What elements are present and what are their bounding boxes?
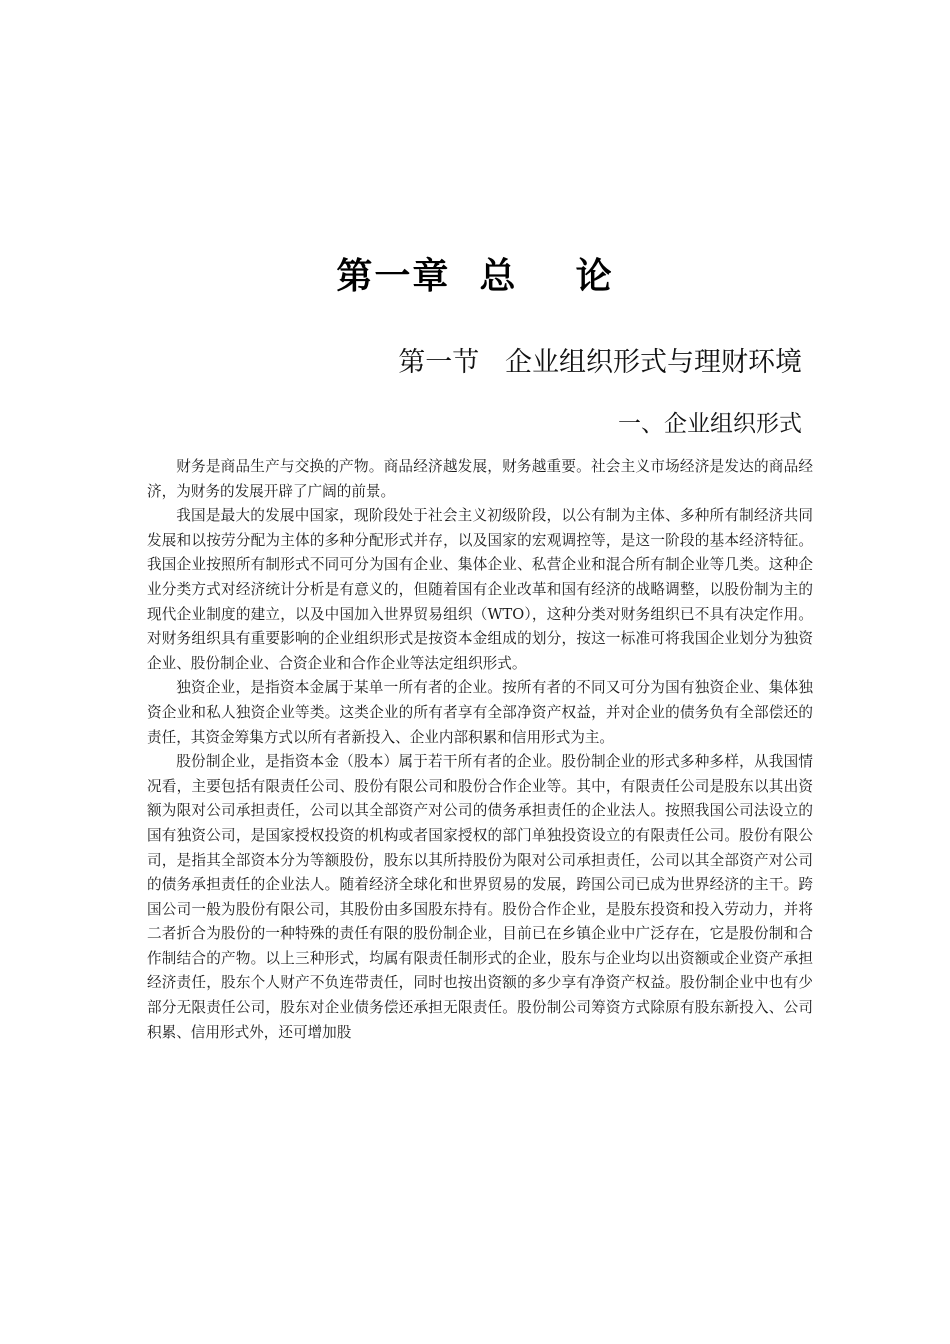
- paragraph: 财务是商品生产与交换的产物。商品经济越发展，财务越重要。社会主义市场经济是发达的商品经济，为财务的发展开辟了广阔的前景。: [147, 458, 813, 500]
- paragraph: 股份制企业，是指资本金（股本）属于若干所有者的企业。股份制企业的形式多种多样，从我国情况看，主要包括有限责任公司、股份有限公司和股份合作企业等。其中，有限责任公司是股东以其出资额为限对公司承担责任，公司以其全部资产对公司的债务承担责任的企业法人。按照我国公司法设立的国有独资公司，是国家授权投资的机构或者国家授权的部门单独投资设立的有限责任公司。股份有限公司，是指其全部资本分为等额股份，股东以其所持股份为限对公司承担责任，公司以其全部资产对公司的债务承担责任的企业法人。随着经济全球化和世界贸易的发展，跨国公司已成为世界经济的主干。跨国公司一般为股份有限公司，其股份由多国股东持有。股份合作企业，是股东投资和投入劳动力，并将二者折合为股份的一种特殊的责任有限的股份制企业，目前已在乡镇企业中广泛存在，它是股份制和合作制结合的产物。以上三种形式，均属有限责任制形式的企业，股东与企业均以出资额或企业资产承担经济责任，股东个人财产不负连带责任，同时也按出资额的多少享有净资产权益。股份制企业中也有少部分无限责任公司，股东对企业债务偿还承担无限责任。股份制公司筹资方式除原有股东新投入、公司积累、信用形式外，还可增加股: [147, 753, 813, 1041]
- subsection-title: 一、企业组织形式: [618, 411, 802, 437]
- paragraph: 独资企业，是指资本金属于某单一所有者的企业。按所有者的不同又可分为国有独资企业、集体独资企业和私人独资企业等类。这类企业的所有者享有全部净资产权益，并对企业的债务负有全部偿还的责任，其资金筹集方式以所有者新投入、企业内部积累和信用形式为主。: [147, 679, 813, 746]
- section-title: 第一节 企业组织形式与理财环境: [398, 347, 802, 378]
- body-text: [147, 455, 813, 1045]
- chapter-title: 第一章 总 论: [336, 255, 614, 297]
- paragraph: 我国是最大的发展中国家，现阶段处于社会主义初级阶段，以公有制为主体、多种所有制经济共同发展和以按劳分配为主体的多种分配形式并存，以及国家的宏观调控等，是这一阶段的基本经济特征。我国企业按照所有制形式不同可分为国有企业、集体企业、私营企业和混合所有制企业等几类。这种企业分类方式对经济统计分析是有意义的，但随着国有企业改革和国有经济的战略调整，以股份制为主的现代企业制度的建立，以及中国加入世界贸易组织（WTO），这种分类对财务组织已不具有决定作用。对财务组织具有重要影响的企业组织形式是按资本金组成的划分，按这一标准可将我国企业划分为独资企业、股份制企业、合资企业和合作企业等法定组织形式。: [147, 507, 813, 672]
